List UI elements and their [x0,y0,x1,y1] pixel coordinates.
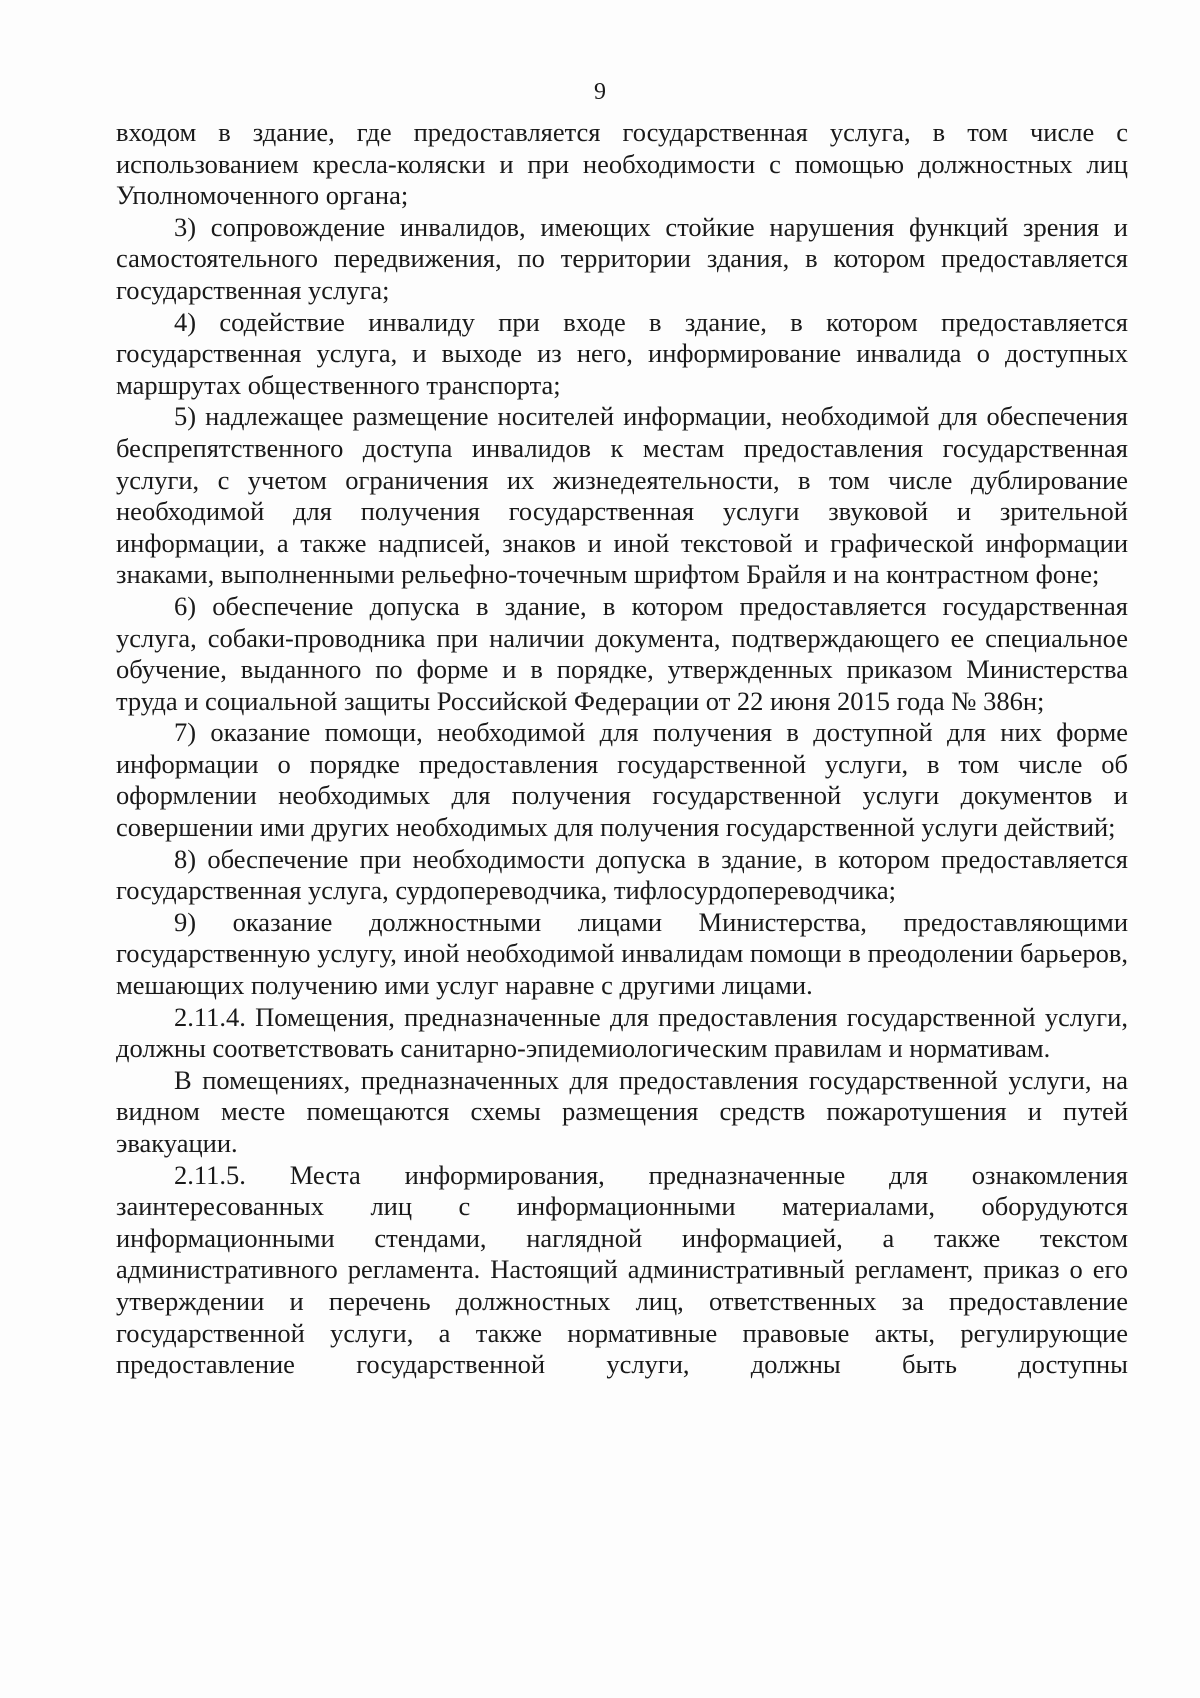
paragraph-continuation: входом в здание, где предоставляется государственная услуга, в том числе с использованием кресла-коляски и при необходимости с помощью должностных лиц Уполномоченного органа; [116,117,1128,211]
document-body [116,117,1128,1381]
paragraph-item-4: 4) содействие инвалиду при входе в здание, в котором предоставляется государственная услуга, и выходе из него, информирование инвалида о доступных маршрутах общественного транспорта; [116,306,1128,400]
paragraph-item-8: 8) обеспечение при необходимости допуска в здание, в котором предоставляется государственная услуга, сурдопереводчика, тифлосурдопереводчика; [116,843,1128,906]
paragraph-premises-evacuation: В помещениях, предназначенных для предоставления государственной услуги, на видном месте помещаются схемы размещения средств пожаротушения и путей эвакуации. [116,1064,1128,1158]
paragraph-item-7: 7) оказание помощи, необходимой для получения в доступной для них форме информации о порядке предоставления государственной услуги, в том числе об оформлении необходимых для получения государственной услуги документов и совершении ими других необходимых для получения государственной услуги действий; [116,717,1128,843]
paragraph-section-2-11-4: 2.11.4. Помещения, предназначенные для предоставления государственной услуги, должны соответствовать санитарно-эпидемиологическим правилам и нормативам. [116,1001,1128,1064]
paragraph-item-5: 5) надлежащее размещение носителей информации, необходимой для обеспечения беспрепятственного доступа инвалидов к местам предоставления государственная услуги, с учетом ограничения их жизнедеятельности, в том числе дублирование необходимой для получения государственная услуги звуковой и зрительной информации, а также надписей, знаков и иной текстовой и графической информации знаками, выполненными рельефно-точечным шрифтом Брайля и на контрастном фоне; [116,401,1128,590]
paragraph-item-6: 6) обеспечение допуска в здание, в котором предоставляется государственная услуга, собаки-проводника при наличии документа, подтверждающего ее специальное обучение, выданного по форме и в порядке, утвержденных приказом Министерства труда и социальной защиты Российской Федерации от 22 июня 2015 года № 386н; [116,590,1128,716]
paragraph-item-9: 9) оказание должностными лицами Министерства, предоставляющими государственную услугу, иной необходимой инвалидам помощи в преодолении барьеров, мешающих получению ими услуг наравне с другими лицами. [116,906,1128,1001]
paragraph-section-2-11-5: 2.11.5. Места информирования, предназначенные для ознакомления заинтересованных лиц с информационными материалами, оборудуются информационными стендами, наглядной информацией, а также текстом административного регламента. Настоящий административный регламент, приказ о его утверждении и перечень должностных лиц, ответственных за предоставление государственной услуги, а также нормативные правовые акты, регулирующие предоставление государственной услуги, должны быть доступны [116,1159,1128,1380]
page-number: 9 [594,79,606,105]
paragraph-item-3: 3) сопровождение инвалидов, имеющих стойкие нарушения функций зрения и самостоятельного передвижения, по территории здания, в котором предоставляется государственная услуга; [116,211,1128,305]
